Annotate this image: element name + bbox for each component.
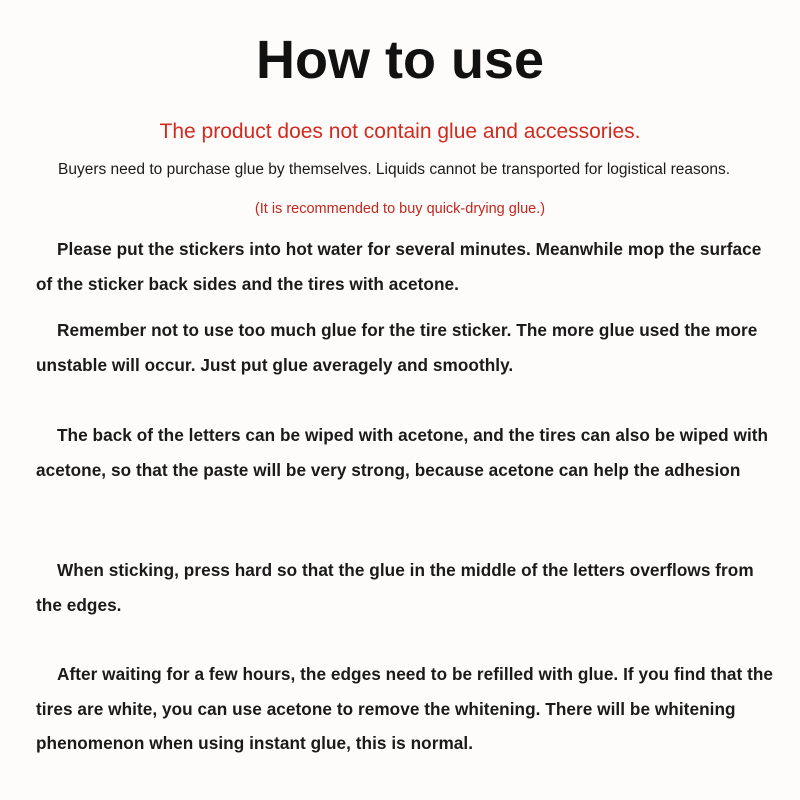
- page-title: How to use: [255, 30, 544, 90]
- no-glue-warning: The product does not contain glue and accessories.: [159, 120, 641, 143]
- instruction-paragraph-3: The back of the letters can be wiped with acetone, and the tires can also be wiped with acetone, so that the paste will be very strong, because acetone can help the adhesion: [36, 425, 769, 480]
- instruction-paragraph-5: After waiting for a few hours, the edges need to be refilled with glue. If you find that the tires are white, you can use acetone to remove the whitening. There will be whitening phenomenon when using instant glue, this is normal.: [36, 664, 774, 753]
- glue-recommendation: (It is recommended to buy quick-drying glue.): [254, 201, 546, 217]
- purchase-glue-note: Buyers need to purchase glue by themselves. Liquids cannot be transported for logistical reasons.: [58, 161, 731, 178]
- instruction-paragraph-1: Please put the stickers into hot water for several minutes. Meanwhile mop the surface of the sticker back sides and the tires with acetone.: [36, 239, 762, 294]
- instruction-paragraph-4: When sticking, press hard so that the glue in the middle of the letters overflows from the edges.: [36, 560, 754, 615]
- instruction-paragraph-2: Remember not to use too much glue for the tire sticker. The more glue used the more unstable will occur. Just put glue averagely and smoothly.: [36, 320, 758, 375]
